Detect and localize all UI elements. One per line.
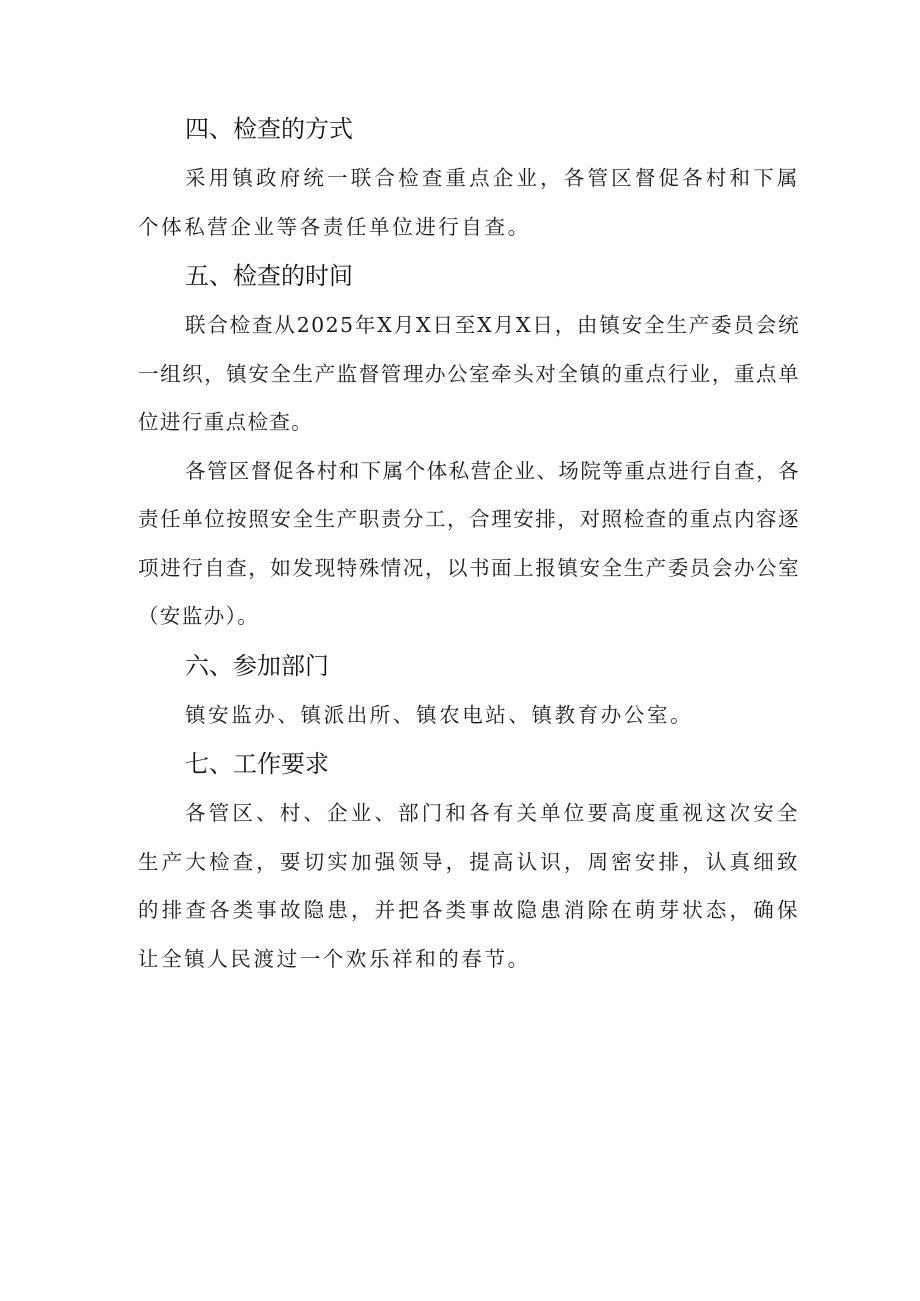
section-heading-participating-departments: 六、参加部门 [185, 651, 329, 680]
section-heading-work-requirements: 七、工作要求 [185, 750, 329, 778]
paragraph-work-requirements: 各管区、村、企业、部门和各有关单位要高度重视这次安全生产大检查，要切实加强领导，提高认识，周密安排，认真细致的排查各类事故隐患，并把各类事故隐患消除在萌芽状态，确保让全镇人民渡过一个欢乐祥和的春节。 [138, 801, 800, 971]
document-page [138, 104, 800, 983]
paragraph-participating-departments: 镇安监办、镇派出所、镇农电站、镇教育办公室。 [185, 702, 694, 727]
section-heading-inspection-time: 五、检查的时间 [185, 262, 353, 290]
paragraph-inspection-method: 采用镇政府统一联合检查重点企业，各管区督促各村和下属个体私营企业等各责任单位进行自查。 [138, 166, 800, 239]
section-heading-inspection-method: 四、检查的方式 [185, 115, 353, 143]
paragraph-self-inspection: 各管区督促各村和下属个体私营企业、场院等重点进行自查，各责任单位按照安全生产职责分工，合理安排，对照检查的重点内容逐项进行自查，如发现特殊情况，以书面上报镇安全生产委员会办公室（安监办）。 [138, 458, 800, 628]
paragraph-inspection-time: 联合检查从2025年X月X日至X月X日，由镇安全生产委员会统一组织，镇安全生产监督管理办公室牵头对全镇的重点行业，重点单位进行重点检查。 [138, 313, 800, 434]
